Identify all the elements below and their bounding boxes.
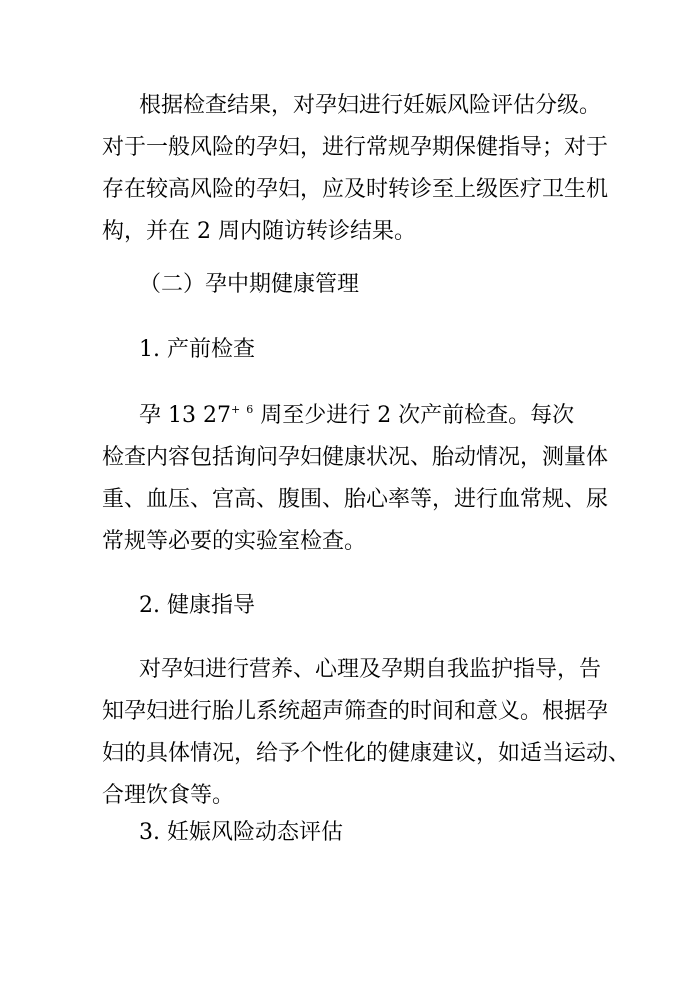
item-1-line-3: 重、血压、宫高、腹围、胎心率等，进行血常规、尿 [102, 487, 609, 512]
item-1-line-1 [139, 398, 574, 434]
item-2-line-1: 对孕妇进行营养、心理及孕期自我监护指导，告 [139, 657, 602, 682]
section-heading: （二）孕中期健康管理 [139, 272, 360, 297]
item-1-line-1-suffix: 周至少进行 2 次产前检查。每次 [253, 403, 575, 428]
item-2-heading: 2. 健康指导 [139, 593, 255, 618]
item-3-heading: 3. 妊娠风险动态评估 [139, 820, 343, 845]
item-2-line-4: 合理饮食等。 [102, 783, 235, 808]
paragraph-1-line-1: 根据检查结果，对孕妇进行妊娠风险评估分级。 [139, 93, 602, 118]
paragraph-1-line-4: 构，并在 2 周内随访转诊结果。 [102, 219, 416, 244]
item-1-line-1-prefix: 孕 13 27 [139, 403, 231, 428]
item-1-line-4: 常规等必要的实验室检查。 [102, 529, 367, 554]
paragraph-1-line-3: 存在较高风险的孕妇，应及时转诊至上级医疗卫生机 [102, 177, 609, 202]
item-2-line-2: 知孕妇进行胎儿系统超声筛查的时间和意义。根据孕 [102, 699, 609, 724]
superscript-six: 6 [246, 403, 254, 416]
item-2-line-3: 妇的具体情况，给予个性化的健康建议，如适当运动、 [102, 741, 631, 766]
item-1-line-2: 检查内容包括询问孕妇健康状况、胎动情况，测量体 [102, 445, 609, 470]
item-1-heading: 1. 产前检查 [139, 337, 255, 362]
paragraph-1-line-2: 对于一般风险的孕妇，进行常规孕期保健指导；对于 [102, 135, 609, 160]
superscript-plus: + [230, 403, 241, 416]
